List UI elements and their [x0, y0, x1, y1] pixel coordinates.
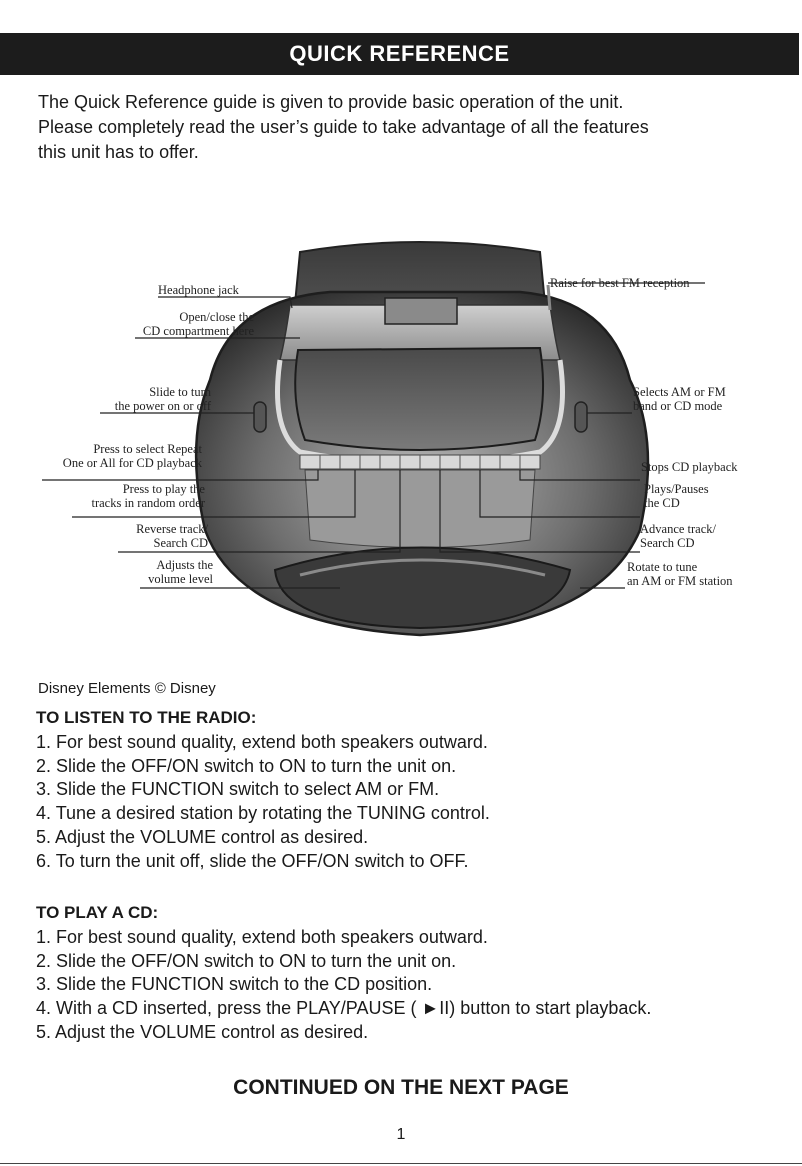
list-item: 2. Slide the OFF/ON switch to ON to turn the unit on. — [36, 950, 457, 971]
intro-paragraph — [38, 90, 778, 165]
intro-line: this unit has to offer. — [38, 142, 199, 162]
callout-play-pause: Plays/Pauses the CD — [644, 482, 709, 510]
intro-line: Please completely read the user’s guide to take advantage of all the features — [38, 117, 649, 137]
cd-player-diagram — [0, 230, 802, 670]
callout-tuning: Rotate to tune an AM or FM station — [627, 560, 733, 588]
callout-volume: Adjusts the volume level — [148, 558, 213, 586]
continued-notice: CONTINUED ON THE NEXT PAGE — [233, 1076, 569, 1099]
radio-heading: TO LISTEN TO THE RADIO: — [36, 708, 257, 727]
cd-lid — [295, 348, 543, 450]
cd-heading: TO PLAY A CD: — [36, 903, 159, 922]
callout-random: Press to play the tracks in random order — [91, 482, 205, 510]
list-item: 4. Tune a desired station by rotating the TUNING control. — [36, 803, 490, 824]
callout-repeat: Press to select Repeat One or All for CD playback — [62, 442, 202, 470]
list-item: 3. Slide the FUNCTION switch to select AM or FM. — [36, 779, 440, 800]
callout-reverse: Reverse track/ Search CD — [136, 522, 208, 550]
page-number: 1 — [396, 1126, 406, 1143]
list-item: 1. For best sound quality, extend both speakers outward. — [36, 926, 488, 947]
callout-cd-compartment: Open/close the CD compartment here — [142, 310, 254, 338]
cd-instructions — [36, 901, 651, 1045]
callout-antenna: Raise for best FM reception — [550, 276, 690, 290]
list-item: 6. To turn the unit off, slide the OFF/ON switch to OFF. — [36, 850, 469, 871]
callout-advance: Advance track/ Search CD — [640, 522, 717, 550]
callout-function: Selects AM or FM band or CD mode — [633, 385, 726, 413]
copyright-credit: Disney Elements © Disney — [38, 680, 216, 697]
list-item: 5. Adjust the VOLUME control as desired. — [36, 1021, 369, 1042]
list-item: 5. Adjust the VOLUME control as desired. — [36, 826, 369, 847]
page-title: QUICK REFERENCE — [289, 41, 510, 66]
callout-stop: Stops CD playback — [641, 460, 738, 474]
callout-headphone-jack: Headphone jack — [158, 283, 239, 297]
bottom-divider — [0, 1163, 802, 1164]
front-panel — [305, 470, 535, 548]
cd-lid-button — [385, 298, 457, 324]
callout-power-switch: Slide to turn the power on or off — [114, 385, 211, 413]
list-item: 2. Slide the OFF/ON switch to ON to turn the unit on. — [36, 755, 457, 776]
intro-line: The Quick Reference guide is given to provide basic operation of the unit. — [38, 92, 624, 112]
power-switch-icon — [254, 402, 266, 432]
list-item: 4. With a CD inserted, press the PLAY/PAUSE ( ►II) button to start playback. — [36, 998, 652, 1019]
radio-instructions — [36, 706, 490, 874]
function-switch-icon — [575, 402, 587, 432]
page-title-bar — [0, 33, 799, 75]
list-item: 3. Slide the FUNCTION switch to the CD position. — [36, 974, 433, 995]
list-item: 1. For best sound quality, extend both speakers outward. — [36, 731, 488, 752]
